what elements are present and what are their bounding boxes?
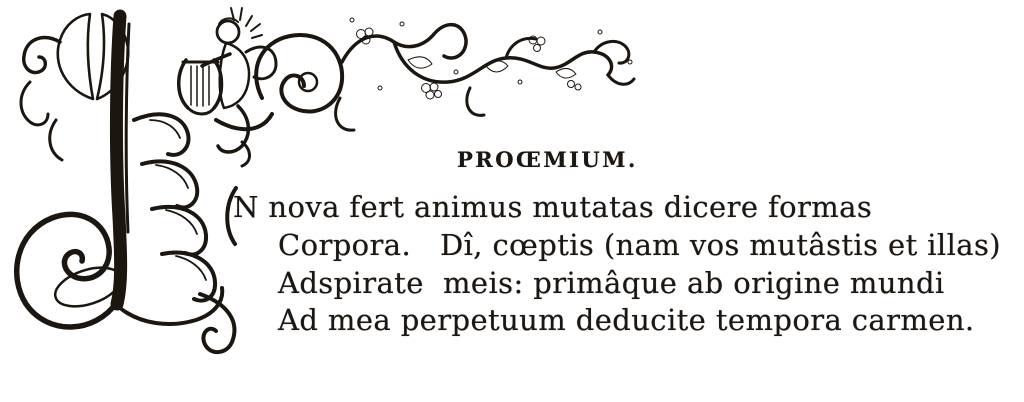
verse-line: Adspirate meis: primâque ab origine mundi bbox=[278, 266, 945, 300]
verse-line: N nova fert animus mutatas dicere formas bbox=[233, 190, 873, 224]
lyre-left-arm bbox=[179, 60, 188, 108]
verse-line: Corpora. Dî, cœptis (nam vos mutâstis et illas) bbox=[278, 228, 1001, 262]
flourish-spiral bbox=[256, 35, 342, 112]
end-curl bbox=[608, 75, 634, 84]
bottom-scroll bbox=[17, 214, 117, 327]
vine-leaf bbox=[408, 57, 432, 68]
putto-head bbox=[217, 21, 239, 43]
vine-leaf bbox=[556, 68, 576, 78]
section-heading: PROŒMIUM. bbox=[457, 147, 638, 172]
lyre-base bbox=[188, 108, 214, 114]
tail-hook bbox=[200, 294, 234, 352]
vine-flourish bbox=[256, 18, 634, 130]
acanthus-leaf bbox=[134, 114, 188, 155]
verse-line: Ad mea perpetuum deducite tempora carmen. bbox=[278, 303, 975, 337]
putto-torso bbox=[220, 43, 249, 108]
hanging-curl bbox=[336, 98, 354, 130]
initial-stem bbox=[116, 16, 120, 304]
flower-cluster bbox=[568, 81, 582, 91]
hanging-curl bbox=[467, 88, 484, 115]
mitre-left-horn bbox=[58, 14, 93, 99]
putto-with-lyre-figure bbox=[179, 8, 276, 166]
flower-cluster bbox=[422, 83, 442, 99]
left-swan-curl bbox=[24, 38, 60, 73]
vine-stem bbox=[342, 25, 466, 62]
